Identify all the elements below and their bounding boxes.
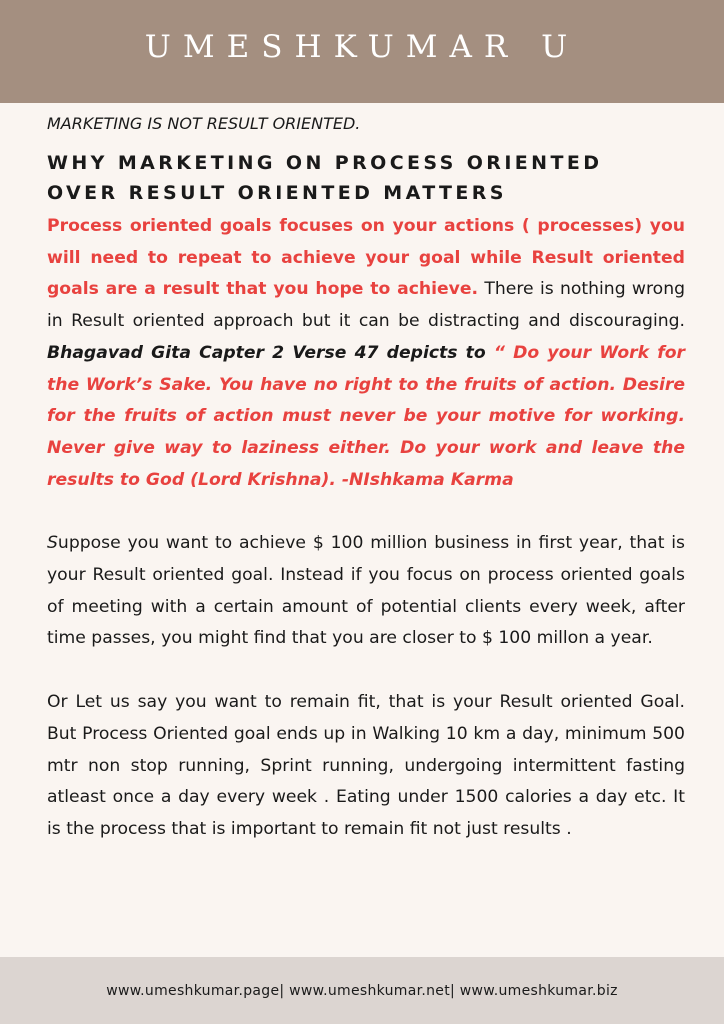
paragraph-1-text: There is nothing wrong in Result oriented approach but it can be distracting and discouraging.: [47, 279, 685, 332]
gita-quote: “ Do your Work for the Work’s Sake. You have no right to the fruits of action. Desire for the fruits of action must never be your motive for working. Never give way to laziness either. Do your work and leave the results to God (Lord Krishna). -NIshkama Karma: [47, 342, 685, 490]
article-body: [47, 110, 685, 846]
paragraph-2-initial: S: [47, 533, 58, 554]
paragraph-2: [47, 528, 685, 655]
article-heading: [47, 148, 685, 208]
paragraph-2-text: uppose you want to achieve $ 100 million business in first year, that is your Result oriented goal. Instead if you focus on process oriented goals of meeting with a certain amount of potential clients every week, after time passes, you might find that you are closer to $ 100 millon a year.: [47, 533, 685, 649]
gita-reference: Bhagavad Gita Capter 2 Verse 47 depicts to: [47, 342, 494, 363]
article-subtitle: MARKETING IS NOT RESULT ORIENTED.: [47, 114, 361, 133]
site-title: UMESHKUMAR U: [144, 28, 580, 65]
footer-links: www.umeshkumar.page| www.umeshkumar.net| www.umeshkumar.biz: [106, 982, 618, 999]
process-goal-definition: Process oriented goals focuses on your actions ( processes) you will need to repeat to achieve your goal while Result oriented goals are a result that you hope to achieve.: [47, 216, 685, 300]
header-banner: [0, 0, 724, 103]
heading-line-1: WHY MARKETING ON PROCESS ORIENTED: [47, 152, 603, 174]
paragraph-3: Or Let us say you want to remain fit, that is your Result oriented Goal. But Process Oriented goal ends up in Walking 10 km a day, minimum 500 mtr non stop running, Sprint running, undergoing intermittent fasting atleast once a day every week . Eating under 1500 calories a day etc. It is the process that is important to remain fit not just results .: [47, 692, 685, 839]
paragraph-1: [47, 211, 685, 496]
footer-bar: [0, 957, 724, 1024]
heading-line-2: OVER RESULT ORIENTED MATTERS: [47, 182, 507, 204]
